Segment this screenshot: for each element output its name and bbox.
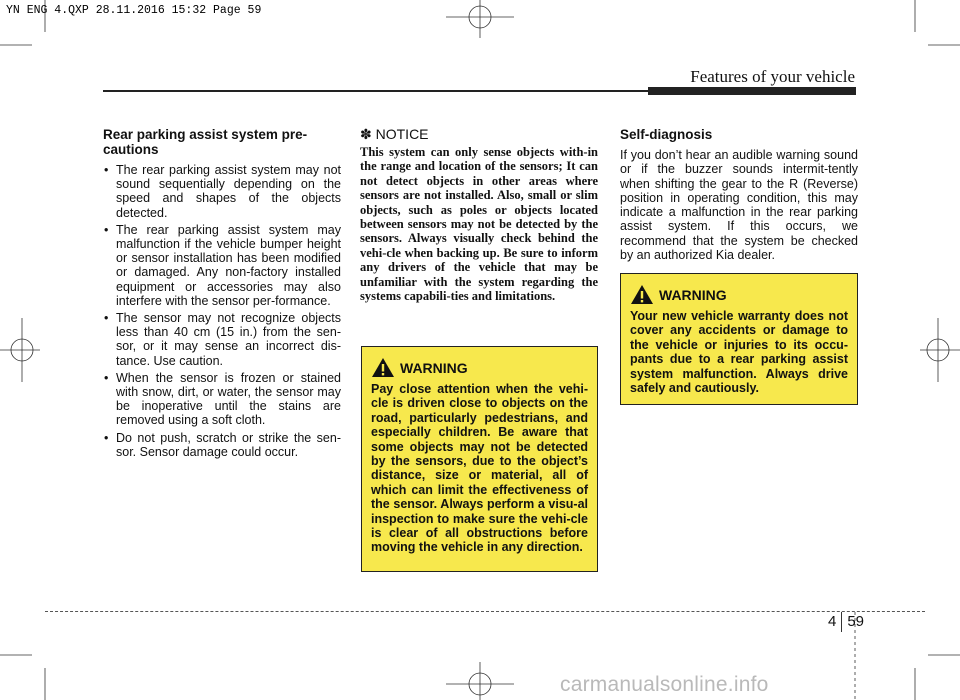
warning-title: WARNING — [659, 286, 727, 303]
registration-crosshair-icon — [446, 662, 514, 700]
warning-box-sensors — [361, 346, 598, 572]
warning-header — [630, 284, 848, 305]
warning-triangle-icon — [371, 357, 395, 378]
registration-crosshair-icon — [446, 0, 514, 38]
self-diagnosis-column — [620, 127, 858, 262]
footer-rule — [45, 611, 925, 612]
list-item: • Do not push, scratch or strike the sen-sor. Sensor damage could occur. — [103, 431, 341, 459]
warning-triangle-icon — [630, 284, 654, 305]
print-header: YN ENG 4.QXP 28.11.2016 15:32 Page 59 — [6, 4, 262, 17]
notice-column — [360, 127, 598, 303]
page-number-value: 59 — [847, 612, 865, 630]
page-number-separator — [841, 612, 842, 632]
chapter-number: 4 — [828, 612, 837, 630]
registration-crosshair-icon — [920, 318, 960, 382]
notice-symbol-icon: ✽ — [360, 126, 372, 142]
self-diagnosis-text: If you don’t hear an audible warning sound or if the buzzer sounds intermit-tently when shifting the gear to the R (Reverse) position in operating condition, this may indicate a malfunction in the rear parking assist system. If this occurs, we recommend that the system be checked by an authorized Kia dealer. — [620, 148, 858, 263]
warning-box-warranty — [620, 273, 858, 405]
notice-title: NOTICE — [375, 126, 429, 142]
precautions-column — [103, 127, 341, 462]
watermark[interactable]: carmanualsonline.info — [560, 673, 769, 696]
registration-crosshair-icon — [0, 318, 40, 382]
page-number — [828, 612, 864, 632]
header-bar — [648, 87, 856, 95]
section-title: Features of your vehicle — [690, 67, 855, 86]
warning-text: Pay close attention when the vehi-cle is driven close to objects on the road, particularly pedestrians, and especially children. Be aware that some objects may not be detected by the sensors, due to the object’s distance, size or material, all of which can limit the effectiveness of the sensor. Always perform a visu-al inspection to make sure the vehi-cle is clear of all obstructions before moving the vehicle in any direction. — [371, 382, 588, 555]
header-rule — [103, 90, 648, 92]
warning-header — [371, 357, 588, 378]
list-item: • The rear parking assist system may not sound sequentially depending on the speed and shapes of the objects detected. — [103, 163, 341, 220]
warning-title: WARNING — [400, 359, 468, 376]
self-diagnosis-title: Self-diagnosis — [620, 127, 713, 142]
list-item: • When the sensor is frozen or stained with snow, dirt, or water, the sensor may be inoperative until the stains are removed using a soft cloth. — [103, 371, 341, 428]
notice-heading — [360, 127, 598, 142]
precautions-list — [103, 163, 341, 459]
warning-text: Your new vehicle warranty does not cover any accidents or damage to the vehicle or injuries to its occu-pants due to a rear parking assist system malfunction. Always drive safely and cautiously. — [630, 309, 848, 396]
list-item: • The rear parking assist system may malfunction if the vehicle bumper height or sensor installation has been modified or damaged. Any non-factory installed equipment or accessories may also interfere with the sensor per-formance. — [103, 223, 341, 308]
precautions-title: Rear parking assist system pre-cautions — [103, 127, 308, 157]
list-item: • The sensor may not recognize objects less than 40 cm (15 in.) from the sen-sor, or it may sense an incorrect dis-tance. Use caution. — [103, 311, 341, 368]
notice-text: This system can only sense objects with-in the range and location of the sensors; It can not detect objects in other areas where sensors are not installed. Also, small or slim objects, such as poles or objects located between sensors may not be detected by the sensors. Always visually check behind the vehi-cle when backing up. Be sure to inform any drivers of the vehicle that may be unfamiliar with the system regarding the systems capabili-ties and limitations. — [360, 145, 598, 304]
